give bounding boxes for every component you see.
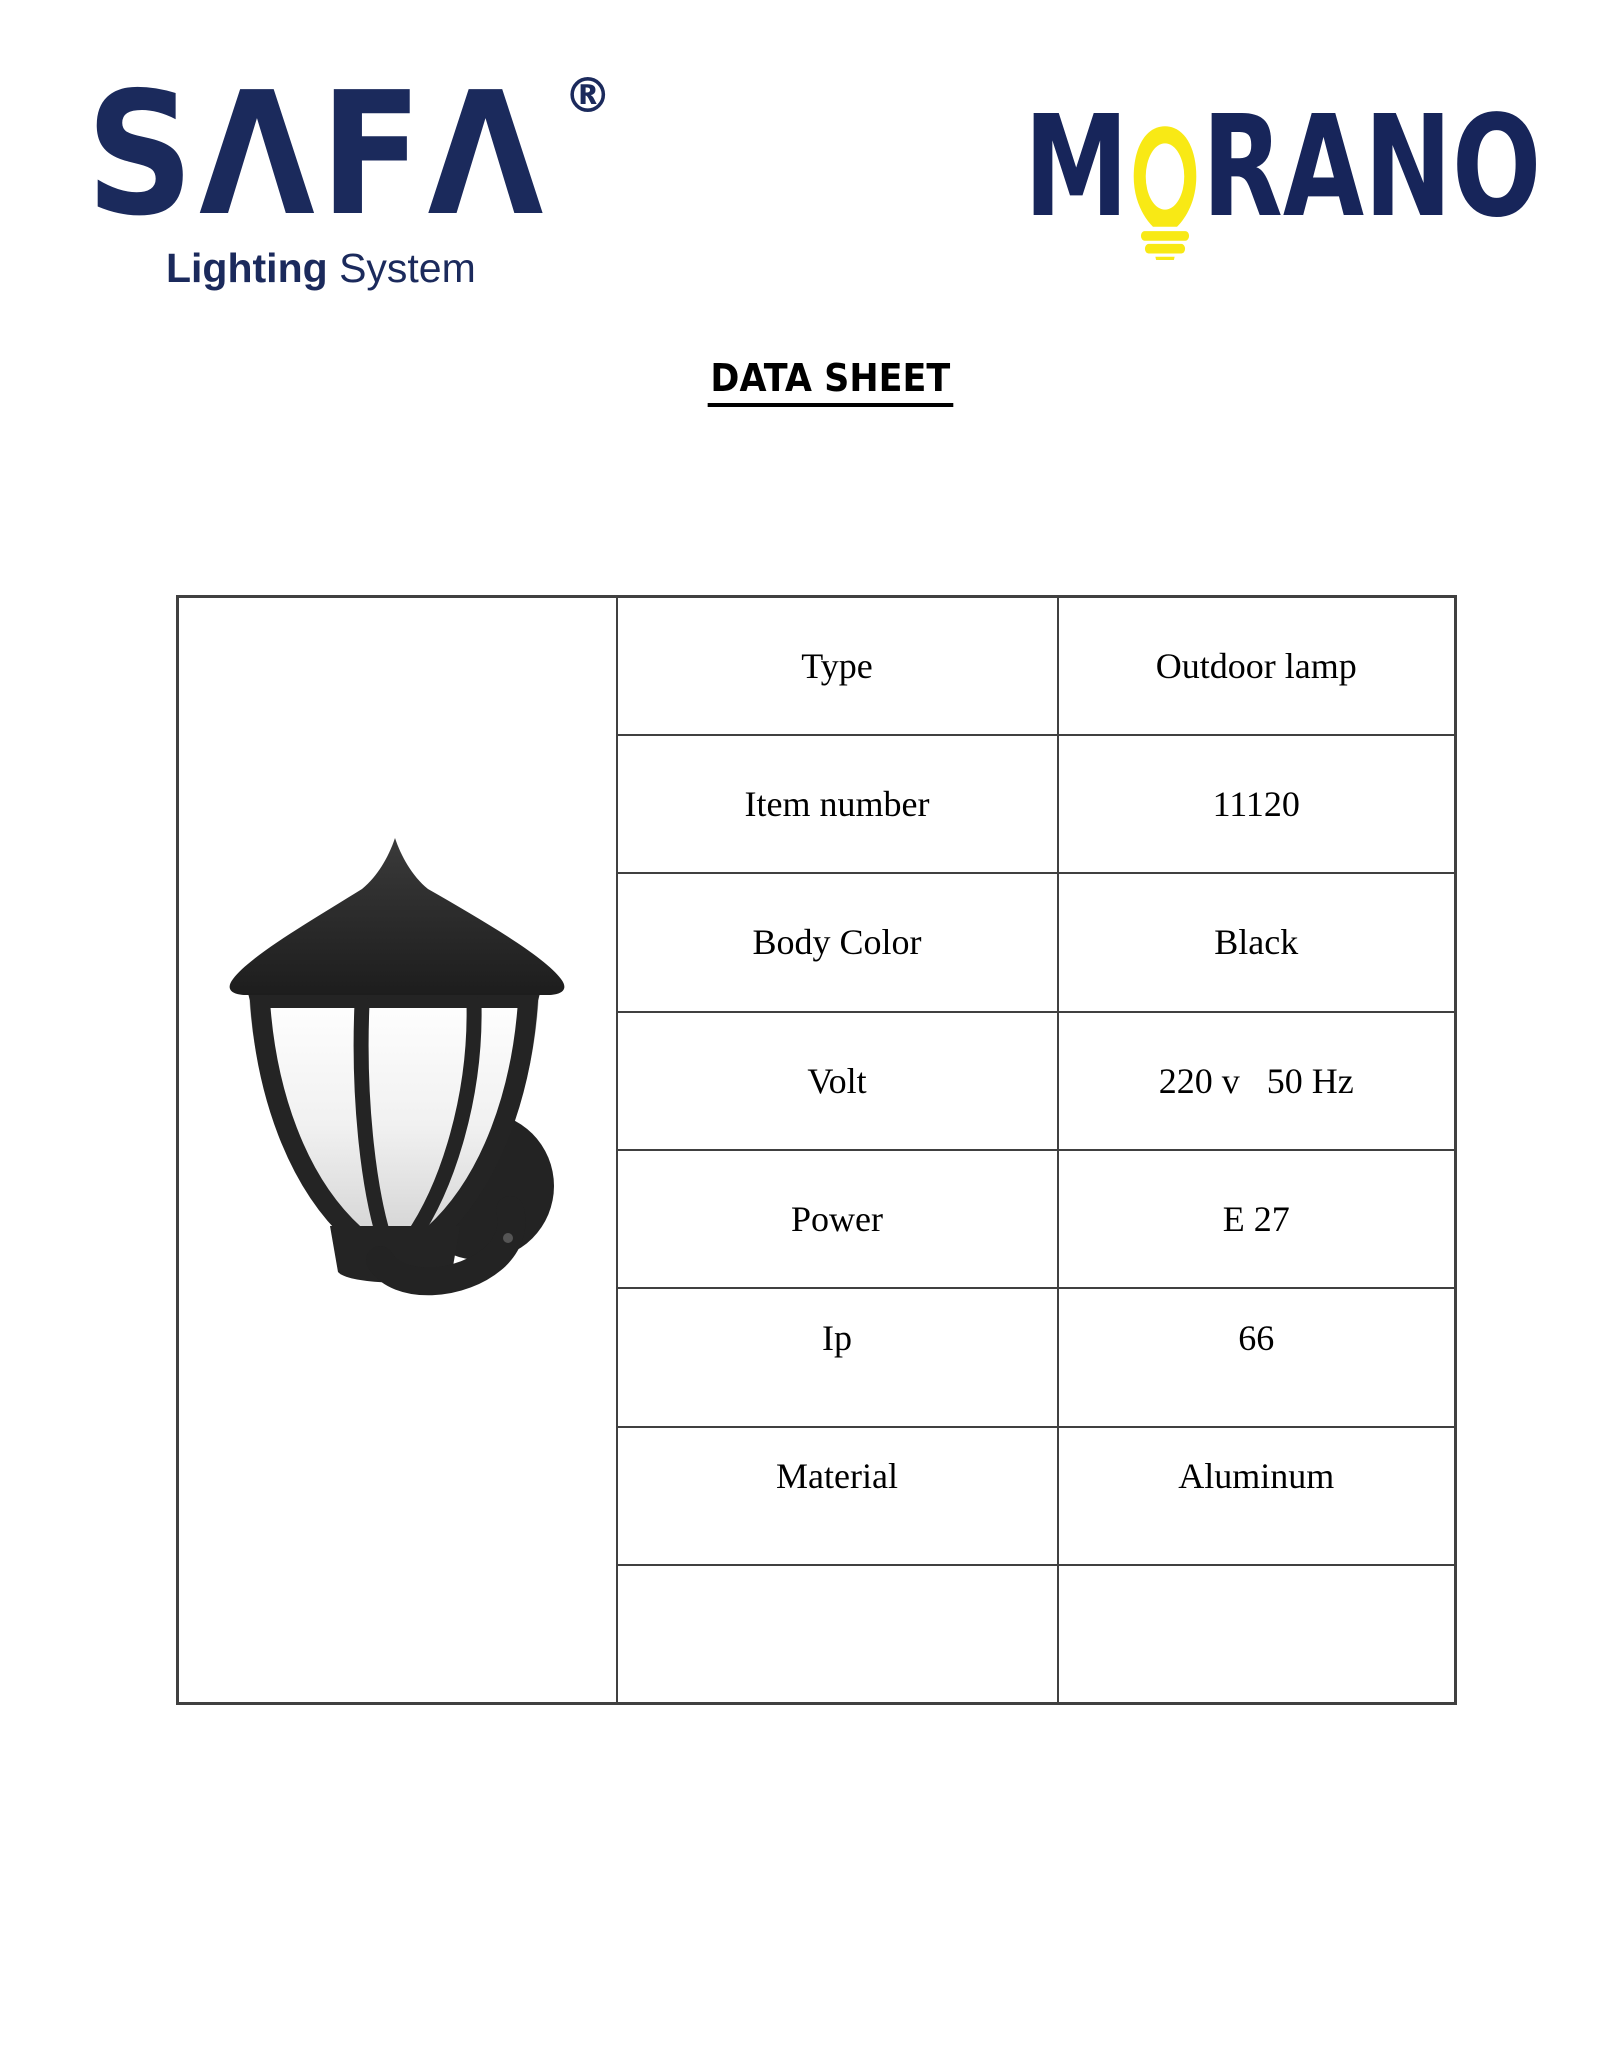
spec-label: Ip	[822, 1317, 852, 1358]
morano-prefix-letter: M	[1024, 86, 1129, 249]
spec-label-cell	[617, 1288, 1058, 1426]
table-row	[178, 597, 1456, 735]
safa-wordmark: SΛFΛ	[86, 56, 549, 254]
registered-trademark-icon: ®	[563, 68, 612, 124]
spec-value: 66	[1238, 1317, 1275, 1358]
spec-value: Outdoor lamp	[1155, 645, 1357, 686]
lightbulb-o-icon	[1131, 123, 1200, 260]
title-row	[0, 356, 1600, 407]
spec-value: 11120	[1212, 784, 1300, 825]
product-image-cell	[178, 597, 617, 1704]
spec-value-cell	[1058, 873, 1456, 1011]
spec-value-cell	[1058, 1288, 1456, 1426]
lantern-hat	[230, 838, 565, 995]
spec-label-cell	[617, 1150, 1058, 1288]
spec-value-cell	[1058, 735, 1456, 873]
page-title: DATA SHEET	[707, 356, 952, 407]
safa-logo	[86, 56, 612, 291]
spec-value-cell	[1058, 597, 1456, 735]
morano-suffix-letters: RANO	[1201, 86, 1542, 249]
spec-table	[176, 595, 1457, 1705]
spec-label: Type	[801, 645, 873, 686]
spec-value-cell	[1058, 1427, 1456, 1565]
spec-label: Item number	[744, 784, 930, 825]
spec-value-cell	[1058, 1150, 1456, 1288]
spec-value-cell	[1058, 1565, 1456, 1703]
spec-value: 220 v 50 Hz	[1158, 1060, 1354, 1101]
spec-label-cell	[617, 1427, 1058, 1565]
spec-value: E 27	[1222, 1199, 1290, 1240]
outdoor-lamp-image	[212, 836, 582, 1296]
spec-label-cell	[617, 1565, 1058, 1703]
spec-label-cell	[617, 1012, 1058, 1150]
spec-value: Black	[1214, 922, 1299, 963]
spec-label-cell	[617, 873, 1058, 1011]
morano-logo	[1024, 86, 1600, 260]
spec-value-cell	[1058, 1012, 1456, 1150]
spec-label-cell	[617, 597, 1058, 735]
spec-label-cell	[617, 735, 1058, 873]
safa-tagline-regular: System	[327, 245, 476, 291]
spec-label: Volt	[807, 1060, 867, 1101]
spec-label: Body Color	[752, 922, 922, 963]
safa-tagline-bold: Lighting	[166, 245, 328, 291]
spec-label: Power	[791, 1199, 883, 1240]
spec-label: Material	[776, 1455, 898, 1496]
spec-value: Aluminum	[1178, 1455, 1335, 1496]
plate-screw	[503, 1233, 513, 1243]
